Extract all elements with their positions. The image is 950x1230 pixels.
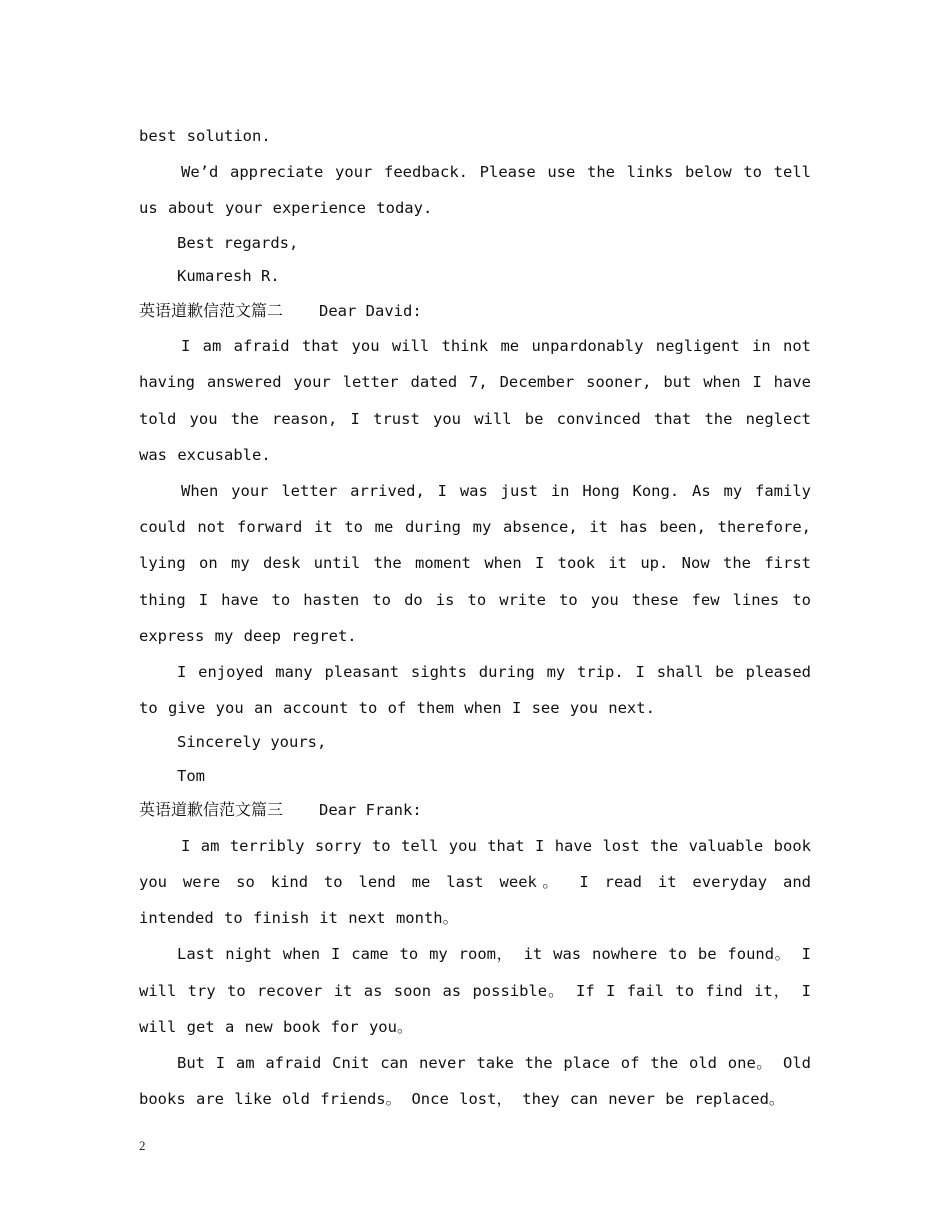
letter3-paragraph-1: I am terribly sorry to tell you that I have lost the valuable book you were so kind to lend me last week。 I read it everyday and intended to finish it next month。: [139, 836, 811, 928]
letter2-heading-line: [139, 294, 811, 329]
letter3-paragraph-3: But I am afraid Cnit can never take the place of the old one。 Old books are like old friends。 Once lost， they can never be replaced。: [139, 1054, 811, 1109]
letter1-signature: Kumaresh R.: [177, 267, 280, 286]
letter1-closing-text: best solution.: [139, 127, 271, 145]
letter2-greeting: Dear David:: [319, 301, 422, 320]
letter2-paragraph-2: When your letter arrived, I was just in Hong Kong. As my family could not forward it to me during my absence, it has been, therefore, lying on my desk until the moment when I took it up. Now the first thing I have to hasten to do is to write to you these few lines to express my deep regret.: [139, 481, 811, 645]
page-number: 2: [139, 1138, 146, 1153]
document-body: [139, 118, 811, 1117]
letter3-greeting: Dear Frank:: [319, 801, 422, 820]
letter2-paragraph-3: I enjoyed many pleasant sights during my trip. I shall be pleased to give you an account to of them when I see you next.: [139, 662, 811, 718]
letter3-heading: 英语道歉信范文篇三: [139, 800, 284, 820]
letter2-closing: Sincerely yours,: [177, 733, 327, 752]
letter2-paragraph-1: I am afraid that you will think me unpardonably negligent in not having answered your letter dated 7, December sooner, but when I have told you the reason, I trust you will be convinced that the neglect was excusable.: [139, 337, 811, 464]
letter3-paragraph-2: Last night when I came to my room， it was nowhere to be found。 I will try to recover it as soon as possible。 If I fail to find it， I will get a new book for you。: [139, 945, 811, 1036]
letter2-heading: 英语道歉信范文篇二: [139, 300, 284, 320]
letter1-regards: Best regards,: [177, 233, 299, 252]
letter1-feedback-paragraph: We’d appreciate your feedback. Please use the links below to tell us about your experience today.: [139, 163, 811, 218]
letter2-signature: Tom: [177, 766, 205, 785]
letter3-heading-line: [139, 793, 811, 828]
